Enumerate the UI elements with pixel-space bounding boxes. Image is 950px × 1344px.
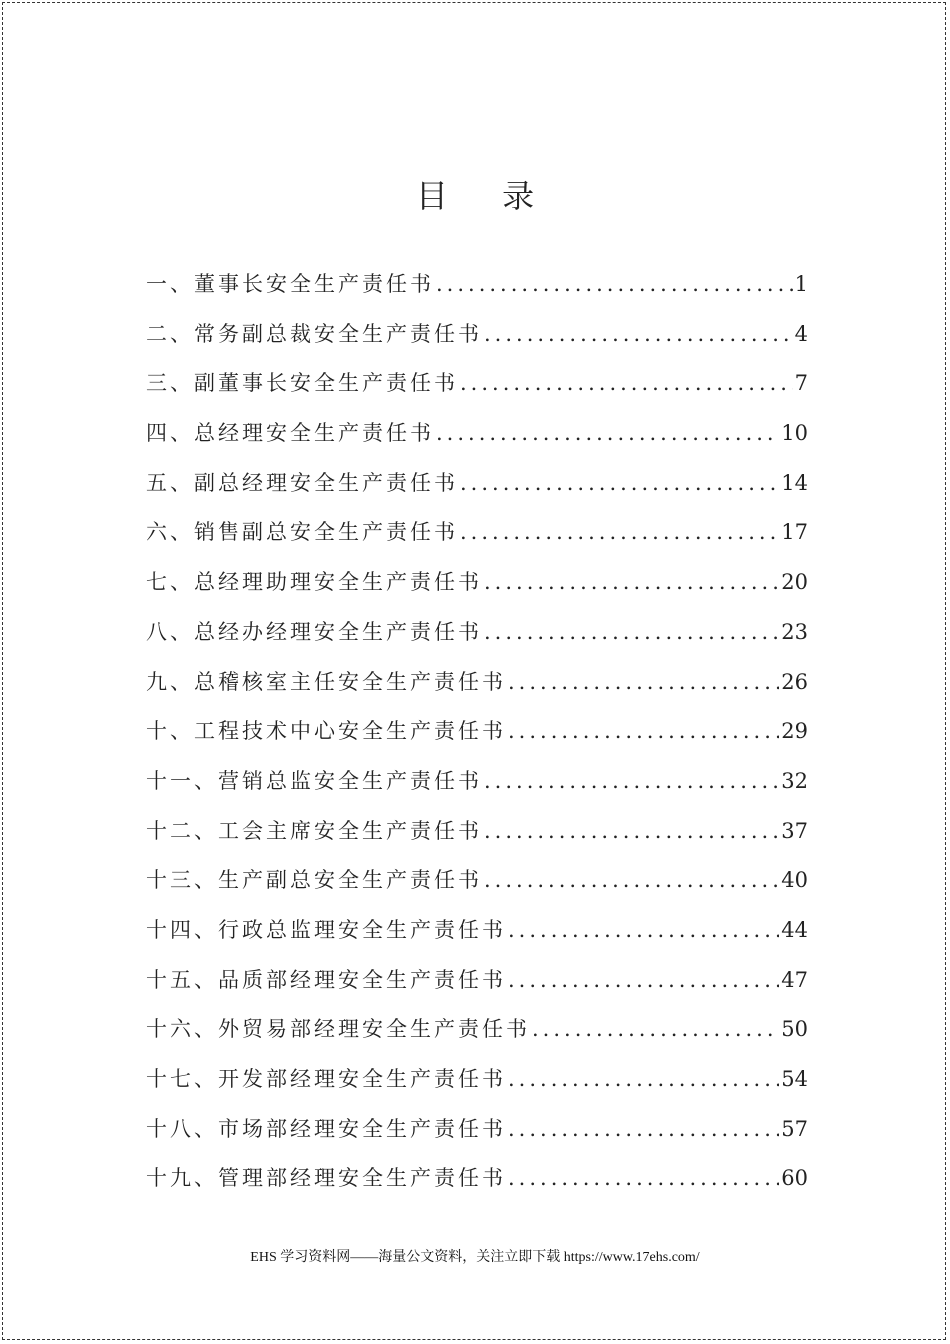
dot-leader bbox=[460, 520, 779, 544]
toc-entry[interactable] bbox=[146, 1113, 808, 1163]
toc-title: 目 录 bbox=[415, 177, 557, 216]
dot-leader bbox=[460, 371, 793, 395]
toc-entry-text: 三、副董事长安全生产责任书 bbox=[146, 371, 458, 396]
dot-leader bbox=[436, 272, 793, 296]
dot-leader bbox=[484, 570, 779, 594]
toc-entry-text: 十一、营销总监安全生产责任书 bbox=[146, 768, 482, 793]
dot-leader bbox=[508, 1067, 779, 1091]
toc-entry-text: 九、总稽核室主任安全生产责任书 bbox=[146, 669, 506, 694]
toc-page-number: 50 bbox=[781, 1017, 808, 1042]
toc-entry-text: 十六、外贸易部经理安全生产责任书 bbox=[146, 1017, 530, 1042]
toc-entry-text: 四、总经理安全生产责任书 bbox=[146, 421, 434, 446]
toc-entry-text: 十二、工会主席安全生产责任书 bbox=[146, 818, 482, 843]
toc-page-number: 1 bbox=[794, 272, 808, 296]
toc-entry-text: 十五、品质部经理安全生产责任书 bbox=[146, 967, 506, 992]
dot-leader bbox=[508, 1117, 779, 1141]
dot-leader bbox=[484, 769, 779, 793]
toc-entry[interactable] bbox=[146, 964, 808, 1014]
toc-entry-text: 十九、管理部经理安全生产责任书 bbox=[146, 1166, 506, 1191]
dot-leader bbox=[484, 819, 779, 843]
toc-page-number: 4 bbox=[794, 321, 808, 346]
toc-entry[interactable] bbox=[146, 815, 808, 865]
toc-page-number: 26 bbox=[781, 669, 808, 694]
toc-entry[interactable] bbox=[146, 715, 808, 765]
toc-page-number: 47 bbox=[781, 967, 808, 992]
toc-entry[interactable] bbox=[146, 467, 808, 517]
toc-entry[interactable] bbox=[146, 864, 808, 914]
toc-entry[interactable] bbox=[146, 765, 808, 815]
dot-leader bbox=[508, 1166, 779, 1190]
dot-leader bbox=[484, 322, 793, 346]
toc-entry-text: 十三、生产副总安全生产责任书 bbox=[146, 868, 482, 893]
page-footer: EHS 学习资料网——海量公文资料，关注立即下载 https://www.17ehs.com/ bbox=[250, 1250, 700, 1265]
toc-entry-text: 二、常务副总裁安全生产责任书 bbox=[146, 321, 482, 346]
toc-page-number: 20 bbox=[781, 570, 808, 595]
toc-page-number: 23 bbox=[781, 619, 808, 644]
toc-page-number: 44 bbox=[781, 917, 808, 942]
toc-entry[interactable] bbox=[146, 268, 808, 318]
dot-leader bbox=[508, 918, 779, 942]
toc-entry[interactable] bbox=[146, 566, 808, 616]
toc-entry-text: 一、董事长安全生产责任书 bbox=[146, 272, 434, 296]
dot-leader bbox=[532, 1017, 779, 1041]
toc-entry-text: 七、总经理助理安全生产责任书 bbox=[146, 570, 482, 595]
toc-list bbox=[146, 268, 808, 1212]
toc-page-number: 60 bbox=[781, 1166, 808, 1191]
toc-page-number: 10 bbox=[781, 421, 808, 446]
dot-leader bbox=[460, 471, 779, 495]
dot-leader bbox=[508, 670, 779, 694]
dot-leader bbox=[484, 620, 779, 644]
toc-entry-text: 五、副总经理安全生产责任书 bbox=[146, 470, 458, 495]
toc-page-number: 32 bbox=[781, 768, 808, 793]
toc-entry[interactable] bbox=[146, 914, 808, 964]
toc-page-number: 57 bbox=[781, 1116, 808, 1141]
toc-entry-text: 六、销售副总安全生产责任书 bbox=[146, 520, 458, 545]
toc-entry[interactable] bbox=[146, 1063, 808, 1113]
toc-entry-text: 十四、行政总监理安全生产责任书 bbox=[146, 917, 506, 942]
toc-page-number: 40 bbox=[781, 868, 808, 893]
toc-entry-text: 十、工程技术中心安全生产责任书 bbox=[146, 719, 506, 744]
toc-entry[interactable] bbox=[146, 367, 808, 417]
toc-page-number: 14 bbox=[781, 470, 808, 495]
toc-page-number: 7 bbox=[794, 371, 808, 396]
toc-entry[interactable] bbox=[146, 616, 808, 666]
toc-entry[interactable] bbox=[146, 1162, 808, 1212]
toc-entry[interactable] bbox=[146, 1013, 808, 1063]
toc-page-number: 29 bbox=[781, 719, 808, 744]
dot-leader bbox=[508, 719, 779, 743]
toc-entry[interactable] bbox=[146, 417, 808, 467]
toc-entry-text: 十八、市场部经理安全生产责任书 bbox=[146, 1116, 506, 1141]
dot-leader bbox=[436, 421, 779, 445]
toc-page-number: 17 bbox=[781, 520, 808, 545]
toc-entry-text: 十七、开发部经理安全生产责任书 bbox=[146, 1067, 506, 1091]
dot-leader bbox=[484, 868, 779, 892]
toc-page-number: 54 bbox=[781, 1067, 808, 1091]
toc-entry[interactable] bbox=[146, 666, 808, 716]
toc-entry[interactable] bbox=[146, 516, 808, 566]
toc-entry[interactable] bbox=[146, 318, 808, 368]
toc-page-number: 37 bbox=[781, 818, 808, 843]
dot-leader bbox=[508, 968, 779, 992]
toc-entry-text: 八、总经办经理安全生产责任书 bbox=[146, 619, 482, 644]
